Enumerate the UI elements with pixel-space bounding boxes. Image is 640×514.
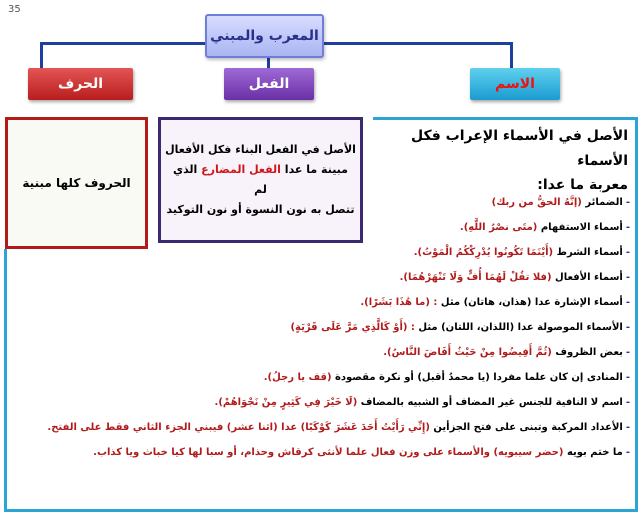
fil-line-2-a: مبينة ما عدا	[284, 163, 348, 177]
fil-line-1: الأصل في الفعل البناء فكل الأفعال	[165, 143, 356, 157]
item-label: اسم لا النافية للجنس غير المضاف أو الشبيه بالمضاف	[360, 397, 623, 408]
list-item: -الضمائر (إنَّهُ الحقُّ من ربك)	[491, 197, 630, 208]
connector-harf	[40, 42, 43, 69]
item-label: بعض الظروف	[555, 347, 623, 358]
item-label: الأعداد المركبة وتبنى على فتح الجزأين	[433, 422, 623, 433]
ism-heading-line-1: الأصل في الأسماء الإعراب فكل الأسماء	[410, 128, 628, 169]
ism-heading	[368, 124, 628, 198]
item-example: (قف يا رجلُ).	[263, 372, 332, 383]
ism-exceptions-list	[20, 190, 630, 465]
list-item: -الأسماء الموصولة عدا (اللذان، اللتان) مثل : (أَوْ كَالَّذِي مَرَّ عَلَى قَرْيَةٍ)	[290, 322, 630, 333]
title-box: المعرب والمبني	[205, 14, 324, 58]
list-item: -أسماء الشرط (أَيْنَمَا تَكُونُوا يُدْرِكْكُمُ الْمَوْتُ).	[413, 247, 630, 258]
list-item: -بعض الظروف (ثُمَّ أَفِيضُوا مِنْ حَيْثُ أَفَاضَ النَّاسُ).	[383, 347, 630, 358]
item-example: (متَى نصْرُ اللَّهِ).	[459, 222, 538, 233]
item-example: (إِنِّي رَأَيْتُ أَحَدَ عَشَرَ كَوْكَبًا) عدا (اثنا عشر) فيبني الجزء الثاني فقط على الفتح.	[47, 422, 430, 433]
item-label: المنادى إن كان علما مفردا (يا محمدُ أقبل) أو نكرة مقصودة	[335, 372, 623, 383]
connector-ism	[510, 42, 513, 69]
page-number: 35	[8, 4, 21, 15]
fil-line-2-highlight: الفعل المضارع	[201, 163, 281, 177]
ism-heading-line-2: معربة ما عدا:	[537, 177, 628, 193]
item-label: أسماء الشرط	[556, 247, 623, 258]
category-fil: الفعل	[224, 68, 314, 100]
category-harf: الحرف	[28, 68, 133, 100]
list-item: -المنادى إن كان علما مفردا (يا محمدُ أقبل) أو نكرة مقصودة (قف يا رجلُ).	[263, 372, 630, 383]
list-item: -الأعداد المركبة وتبنى على فتح الجزأين (إِنِّي رَأَيْتُ أَحَدَ عَشَرَ كَوْكَبًا) عدا (اثنا عشر) فيبني الجزء الثاني فقط على الفتح.	[47, 422, 630, 433]
item-label: أسماء الإشارة عدا (هذان، هاتان) مثل	[440, 297, 623, 308]
item-example: (إنَّهُ الحقُّ من ربك)	[491, 197, 582, 208]
item-example: (أَيْنَمَا تَكُونُوا يُدْرِكْكُمُ الْمَوْتُ).	[413, 247, 554, 258]
list-item: -ما ختم بويه (حضر سيبويه) والأسماء على وزن فعال علما لأنثى كرقاش وحذام، أو سبا لها كيا خباث ويا كذاب.	[93, 447, 630, 458]
list-item: -اسم لا النافية للجنس غير المضاف أو الشبيه بالمضاف (لَا خَيْرَ فِي كَثِيرٍ مِنْ نَجْوَاهُمْ).	[214, 397, 630, 408]
item-label: ما ختم بويه	[566, 447, 623, 458]
category-ism: الاسم	[470, 68, 560, 100]
item-example: : (أَوْ كَالَّذِي مَرَّ عَلَى قَرْيَةٍ)	[290, 322, 415, 333]
item-label: أسماء الأفعال	[555, 272, 623, 283]
fil-line-3: تتصل به نون النسوة أو نون التوكيد	[166, 202, 355, 216]
item-example: : (ما هَٰذَا بَشَرًا).	[360, 297, 438, 308]
list-item: -أسماء الإشارة عدا (هذان، هاتان) مثل : (ما هَٰذَا بَشَرًا).	[360, 297, 630, 308]
item-example: (حضر سيبويه) والأسماء على وزن فعال علما لأنثى كرقاش وحذام، أو سبا لها كيا خباث ويا كذاب.	[93, 447, 564, 458]
item-label: الضمائر	[585, 197, 623, 208]
item-example: (لَا خَيْرَ فِي كَثِيرٍ مِنْ نَجْوَاهُمْ).	[214, 397, 358, 408]
list-item: -أسماء الاستفهام (متَى نصْرُ اللَّهِ).	[459, 222, 630, 233]
item-label: الأسماء الموصولة عدا (اللذان، اللتان) مثل	[418, 322, 623, 333]
fil-line-2-b: الذي لم	[172, 163, 267, 196]
harf-box-text: الحروف كلها مبنية	[22, 176, 131, 190]
item-label: أسماء الاستفهام	[540, 222, 623, 233]
item-example: (فلا تقُلْ لَهُمَا أُفٍّ وَلَا تَنْهَرْهُمَا).	[399, 272, 552, 283]
item-example: (ثُمَّ أَفِيضُوا مِنْ حَيْثُ أَفَاضَ النَّاسُ).	[383, 347, 552, 358]
list-item: -أسماء الأفعال (فلا تقُلْ لَهُمَا أُفٍّ وَلَا تَنْهَرْهُمَا).	[399, 272, 630, 283]
